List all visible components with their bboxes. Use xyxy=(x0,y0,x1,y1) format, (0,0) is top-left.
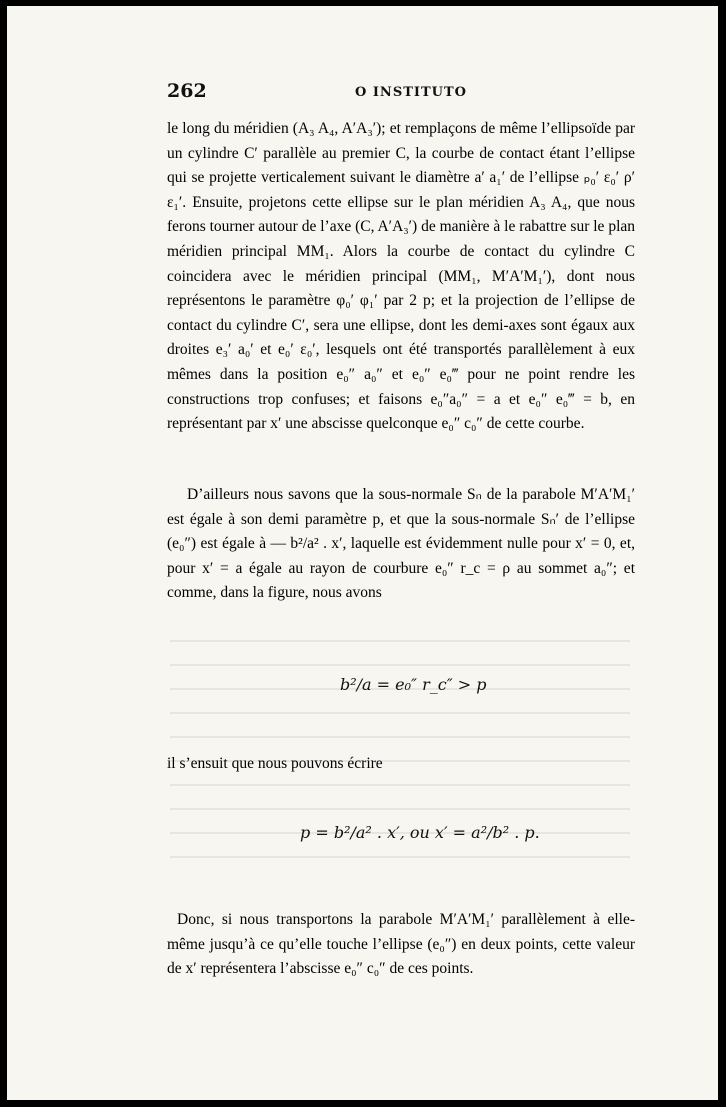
formula-2: p = b²/a² . x′, ou x′ = a²/b² . p. xyxy=(300,823,540,842)
paragraph-4: Donc, si nous transportons la parabole M′A′M₁′ parallèlement à elle-même jusqu’à ce qu’elle touche l’ellipse (e₀″) en deux points, cette valeur de x′ représentera l’abscisse e₀″ c₀″ de ces points. xyxy=(167,911,635,978)
paragraph-1: le long du méridien (A₃ A₄, A′A₃′); et remplaçons de même l’ellipsoïde par un cylindre C′ parallèle au premier C, la courbe de contact étant l’ellipse qui se projette verticalement suivant le diamètre a′ a₁′ de l’ellipse ₚ₀′ ε₀′ ρ′ ε₁′. Ensuite, projetons cette ellipse sur le plan méridien A₃ A₄, que nous ferons tourner autour de l’axe (C, A′A₃′) de manière à le rabattre sur le plan méridien principal MM₁. Alors la courbe de contact du cylindre C coincidera avec le méridien principal (MM₁, M′A′M₁′), dont nous représentons le paramètre φ₀′ φ₁′ par 2 p; et la projection de l’ellipse de contact du cylindre C′, sera une ellipse, dont les demi-axes sont égaux aux droites e₃′ a₀′ et e₀′ ε₀′, lesquels ont été transportés parallèlement à eux mêmes dans la position e₀″ a₀″ et e₀″ e₀‴ pour ne point rendre les constructions trop confuses; et faisons e₀″a₀″ = a et e₀″ e₀‴ = b, en représentant par x′ une abscisse quelconque e₀″ c₀″ de cette courbe. xyxy=(167,120,635,433)
page-number: 262 xyxy=(167,80,207,102)
running-head: O INSTITUTO xyxy=(355,85,467,100)
formula-1: b²/a = e₀″ r_c″ > p xyxy=(340,675,487,694)
paragraph-3: il s’ensuit que nous pouvons écrire xyxy=(167,755,383,772)
paragraph-2: D’ailleurs nous savons que la sous-normale Sₙ de la parabole M′A′M₁′ est égale à son demi paramètre p, et que la sous-normale Sₙ′ de l’ellipse (e₀″) est égale à — b²/a² . x′, laquelle est évidemment nulle pour x′ = 0, et, pour x′ = a égale au rayon de courbure e₀″ r_c = ρ au sommet a₀″; et comme, dans la figure, nous avons xyxy=(167,486,635,602)
